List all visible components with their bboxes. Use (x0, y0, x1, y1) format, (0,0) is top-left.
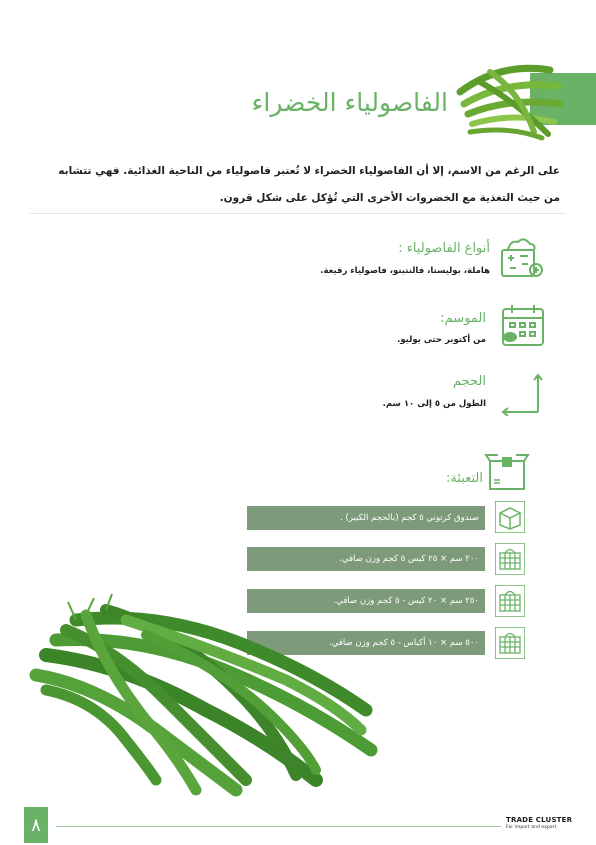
open-box-icon (495, 501, 525, 533)
green-beans-image (16, 590, 380, 800)
packaging-item: صندوق كرتوني ٥ كجم (بالحجم الكبير) . (247, 506, 485, 530)
vegetable-basket-icon (498, 236, 546, 280)
footer-divider (56, 826, 501, 827)
types-title: أنواع الفاصولياء : (398, 241, 490, 256)
size-text: الطول من ٥ إلى ١٠ سم. (382, 399, 486, 409)
size-title: الحجم (452, 374, 486, 389)
season-title: الموسم: (440, 311, 486, 326)
packaging-item: ٢٠٠ سم × ٢٥ كيس ٥ كجم وزن صافي. (247, 547, 485, 571)
packaging-item: ٥٠٠ سم × ١٠ أكياس - ٥ كجم وزن صافي. (247, 631, 485, 655)
calendar-icon (500, 303, 546, 347)
brand-tagline: For import and export (506, 825, 557, 830)
brand-logo-text: TRADE CLUSTER (506, 816, 573, 824)
page-number: ٨ (24, 807, 48, 843)
section-divider (30, 213, 566, 214)
intro-paragraph: على الرغم من الاسم، إلا أن الفاصولياء الخضراء لا تُعتبر فاصولياء من الناحية الغذائية. فهي تتشابه من حيث التغذية مع الخضروات الأخرى التي تُؤكل على شكل قرون. (58, 165, 560, 204)
crate-icon (495, 627, 525, 659)
types-text: هاملة، بوليستا، فالنتينو، فاصولياء رفيعة. (320, 266, 490, 276)
crate-icon (495, 585, 525, 617)
ruler-arrows-icon (500, 372, 544, 416)
green-beans-header-image (450, 52, 568, 144)
open-box-icon (484, 453, 530, 491)
packaging-item: ٢٥٠ سم × ٢٠ كيس - ٥ كجم وزن صافي. (247, 589, 485, 613)
page-title: الفاصولياء الخضراء (251, 88, 448, 117)
packaging-title: التعبئة: (446, 471, 483, 486)
season-text: من أكتوبر حتى يوليو. (397, 335, 486, 345)
crate-icon (495, 543, 525, 575)
